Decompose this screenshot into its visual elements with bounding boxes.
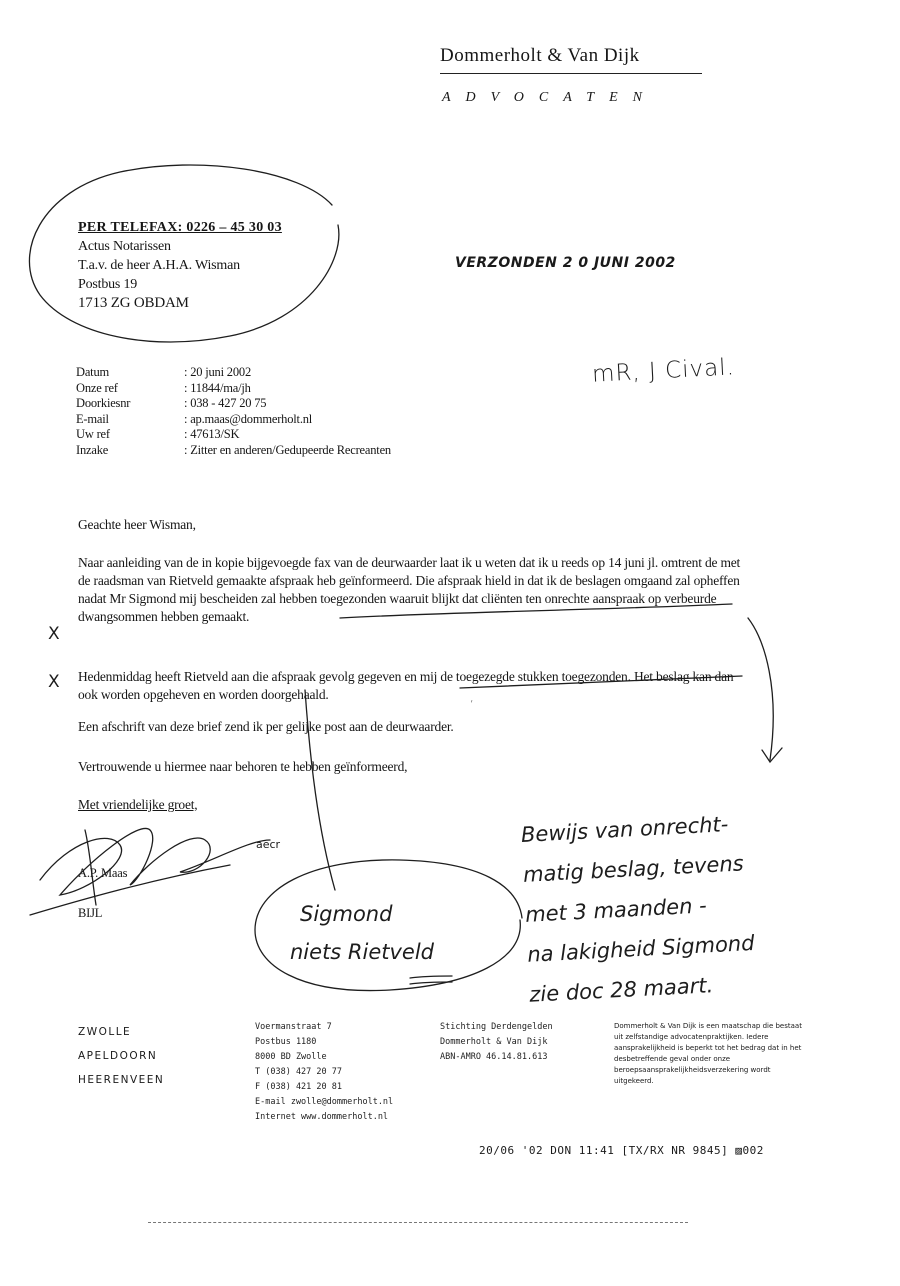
signature-scribble <box>40 828 270 895</box>
footer-address: Voermanstraat 7 Postbus 1180 8000 BD Zwolle T (038) 427 20 77 F (038) 421 20 81 E-mail zwolle@dommerholt.nl Internet www.dommerholt.nl <box>255 1022 394 1122</box>
office-cities <box>78 1020 164 1092</box>
handwritten-scribble: , <box>470 690 474 704</box>
fax-transmission-line: 20/06 '02 DON 11:41 [TX/RX NR 9845] ▨002 <box>479 1144 764 1157</box>
closing: Met vriendelijke groet, <box>78 797 198 812</box>
paragraph-3: Een afschrift van deze brief zend ik per gelijke post aan de deurwaarder. <box>78 719 454 734</box>
meta-row-your-ref: Uw ref : 47613/SK <box>76 427 240 441</box>
meta-row-subject: Inzake : Zitter en anderen/Gedupeerde Recreanten <box>76 442 391 457</box>
meta-row-phone: Doorkiesnr : 038 - 427 20 75 <box>76 396 267 410</box>
city-apeldoorn: APELDOORN <box>78 1050 158 1062</box>
footer-disclaimer: Dommerholt & Van Dijk is een maatschap die bestaat uit zelfstandige advocatenpraktijken. Iedere aansprakelijkheid is beperkt tot het bedrag dat in het desbetreffende geval onder onze beroepsaansprakelijkheidsverzekering wordt uitgekeerd. <box>614 1022 802 1085</box>
handwritten-margin-note: Bewijs van onrecht- matig beslag, tevens met 3 maanden - na lakigheid Sigmond zie doc 28 maart. <box>520 812 756 1007</box>
paragraph-2: Hedenmiddag heeft Rietveld aan die afspraak gevolg gegeven en mij de toegezegde stukken toegezonden. Het beslag kan dan ook worden opgeheven en worden doorgehaald. <box>78 669 734 702</box>
scan-artifact-line <box>148 1222 688 1223</box>
paragraph-4: Vertrouwende u hiermee naar behoren te hebben geïnformeerd, <box>78 759 408 774</box>
paragraph-1: Naar aanleiding van de in kopie bijgevoegde fax van de deurwaarder laat ik u weten dat ik u reeds op 14 juni jl. omtrent de met de raadsman van Rietveld gemaakte afspraak heb geïnformeerd. Die afspraak hield in dat ik de beslagen omgaand zal opheffen nadat Mr Sigmond mij bescheiden zal hebben toegezonden waaruit blijkt dat cliënten ten onrechte aanspraak op verbeurde dwangsommen hebben gemaakt. <box>78 555 741 624</box>
handwritten-circle-note: Sigmond niets Rietveld <box>290 902 435 964</box>
city-zwolle: ZWOLLE <box>78 1026 132 1038</box>
handwritten-mr-note: mR, J Cival. <box>591 354 736 388</box>
sent-stamp: VERZONDEN 2 0 JUNI 2002 <box>455 255 676 271</box>
recipient-attention: T.a.v. de heer A.H.A. Wisman <box>78 258 240 273</box>
letter-meta <box>76 365 391 458</box>
meta-row-date: Datum : 20 juni 2002 <box>76 365 251 379</box>
enclosure-note: aecr <box>256 838 281 851</box>
meta-row-our-ref: Onze ref : 11844/ma/jh <box>76 380 251 395</box>
x-mark-1: X <box>48 624 60 644</box>
city-heerenveen: HEERENVEEN <box>78 1074 165 1086</box>
recipient-address <box>78 218 282 313</box>
firm-name: Dommerholt & Van Dijk <box>440 45 702 74</box>
signer-initials: BIJL <box>78 906 103 920</box>
footer-foundation: Stichting Derdengelden Dommerholt & Van Dijk ABN-AMRO 46.14.81.613 <box>440 1022 553 1062</box>
x-mark-2: X <box>48 672 60 692</box>
recipient-city: 1713 ZG OBDAM <box>78 295 189 311</box>
recipient-company: Actus Notarissen <box>78 239 171 254</box>
firm-subtitle: ADVOCATEN <box>442 90 657 105</box>
signer-name: A.P. Maas <box>78 866 128 880</box>
meta-row-email: E-mail : ap.maas@dommerholt.nl <box>76 411 313 426</box>
recipient-postbox: Postbus 19 <box>78 277 138 292</box>
salutation: Geachte heer Wisman, <box>78 517 196 532</box>
arrow-curve <box>748 618 773 760</box>
fax-number: PER TELEFAX: 0226 – 45 30 03 <box>78 220 282 235</box>
